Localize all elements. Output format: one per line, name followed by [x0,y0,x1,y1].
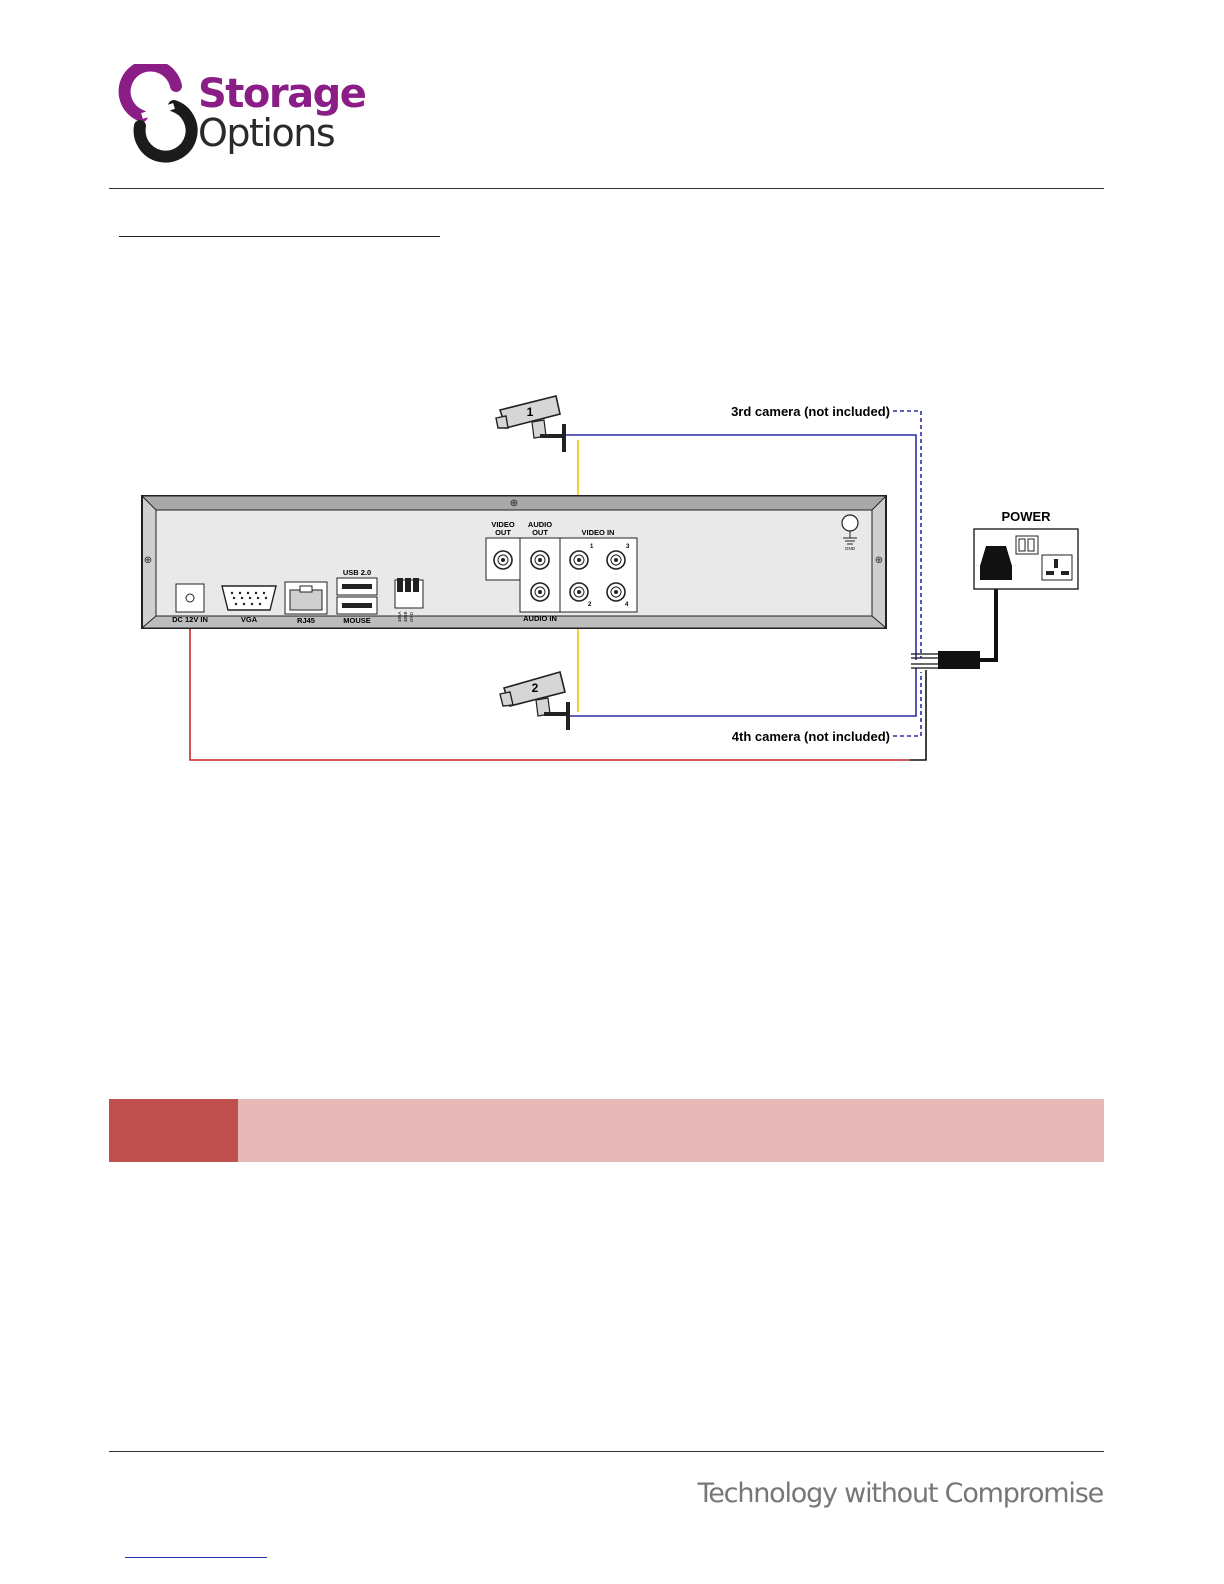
channel-2-number: 2 [588,602,592,608]
audio-out-label-2: OUT [532,528,548,537]
section-banner [109,1099,1104,1162]
dc-in-port [176,584,204,612]
camera2-power-cable [568,668,916,716]
footer-link-underline[interactable] [125,1557,267,1558]
logo-word-storage: Storage [198,71,366,117]
connection-diagram [130,385,1100,775]
header-divider [109,188,1104,189]
svg-text:⊕: ⊕ [509,498,519,509]
mains-cable [980,578,996,660]
audio-in-label: AUDIO IN [523,614,557,623]
power-outlet [974,509,1078,589]
rs485-label-a: 485A [397,611,402,622]
camera-2-number: 2 [531,681,539,695]
psu-lead [910,670,926,760]
power-label: POWER [1001,509,1051,524]
logo-word-options: Options [198,111,335,155]
storage-options-logo [118,64,366,166]
camera-4-label: 4th camera (not included) [731,729,890,744]
power-splitter [938,651,980,669]
channel-3-number: 3 [626,544,630,550]
mouse-label: MOUSE [343,616,371,625]
logo-mark-icon [118,64,198,164]
camera-2-icon [500,672,568,730]
gnd-label: GND [845,546,855,551]
video-out-label-2: OUT [495,528,511,537]
rs485-label-gnd: GND [409,612,414,622]
footer-divider [109,1451,1104,1452]
channel-1-number: 1 [590,544,594,550]
video-out-label-1: VIDEO [491,520,515,529]
dc-in-label: DC 12V IN [172,615,208,624]
vga-label: VGA [240,615,258,624]
plug-icon [980,546,1012,580]
video-in-label: VIDEO IN [581,528,615,537]
camera-1-number: 1 [526,405,534,419]
footer-tagline: Technology without Compromise [697,1478,1103,1509]
section-banner-tab [109,1099,238,1162]
audio-out-label-1: AUDIO [527,520,553,529]
svg-text:⊕: ⊕ [874,555,884,566]
camera-1-icon [496,396,564,452]
camera-3-label: 3rd camera (not included) [731,404,890,419]
rj45-label: RJ45 [297,616,315,625]
channel-4-number: 4 [625,602,629,608]
rs485-label-b: 485B [403,611,408,622]
heading-underline [119,236,440,237]
svg-text:⊕: ⊕ [143,555,153,566]
usb-label: USB 2.0 [342,568,372,577]
dvr-rear-panel [142,496,886,628]
